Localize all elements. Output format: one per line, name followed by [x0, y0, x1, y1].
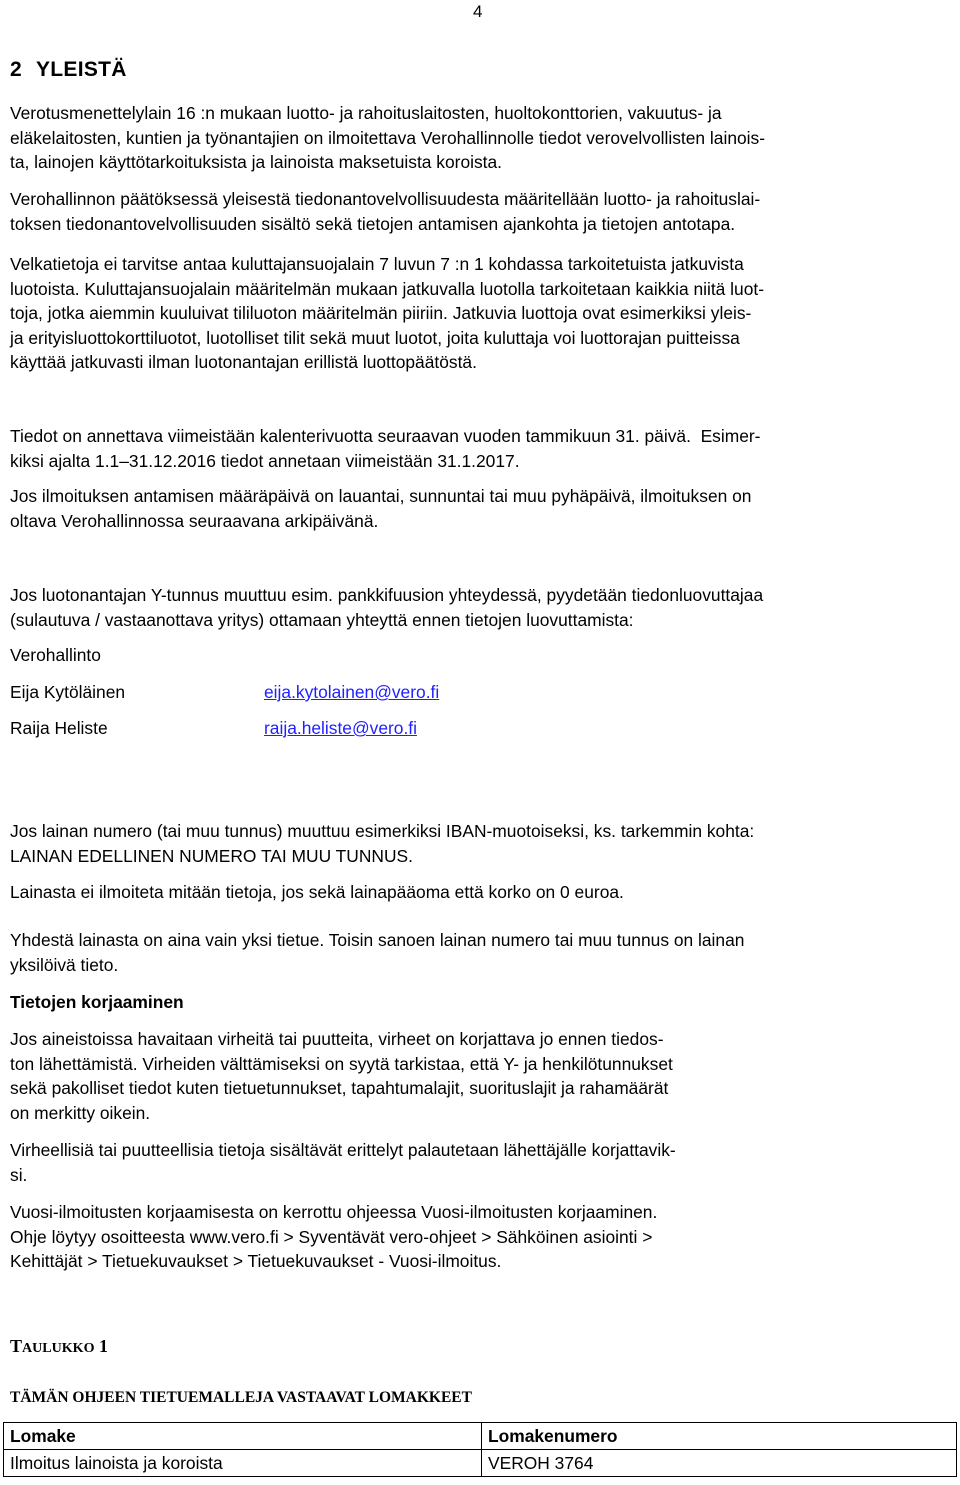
text-line: si. [10, 1164, 28, 1185]
contact-email-link[interactable]: raija.heliste@vero.fi [264, 718, 417, 738]
contact-organization: Verohallinto [10, 645, 101, 665]
text-line: Jos luotonantajan Y-tunnus muuttuu esim. pankkifuusion yhteydessä, pyydetään tiedonluovuttajaa [10, 585, 764, 605]
contact-name: Eija Kytöläinen [10, 682, 126, 702]
text-line: (sulautuva / vastaanottava yritys) ottamaan yhteyttä ennen tietojen luovuttamista: [10, 609, 634, 630]
text-line: toksen tiedonantovelvollisuuden sisältö sekä tietojen antamisen ajankohta ja tietojen antotapa. [10, 213, 736, 234]
paragraph-legal-basis [10, 101, 950, 175]
text-line: Velkatietoja ei tarvitse antaa kuluttajansuojalain 7 luvun 7 :n 1 kohdassa tarkoitetuista jatkuvista [10, 254, 744, 274]
table-caption [10, 1336, 108, 1357]
table-row [4, 1450, 957, 1477]
text-line: sekä pakolliset tiedot kuten tietuetunnukset, tapahtumalajit, suorituslajit ja rahamäärät [10, 1078, 669, 1098]
text-line: ja erityisluottokorttiluotot, luotolliset tilit sekä muut luotot, joita kuluttaja voi luottorajan puitteissa [10, 327, 740, 348]
text-line: Jos lainan numero (tai muu tunnus) muuttuu esimerkiksi IBAN-muotoiseksi, ks. tarkemmin kohta: [10, 821, 755, 841]
text-line: ta, lainojen käyttötarkoituksista ja lainoista maksetuista koroista. [10, 152, 503, 172]
text-line: toja, jotka aiemmin kuuluivat tililuoton määritelmän piiriin. Jatkuvia luottoja ovat esimerkiksi yleis- [10, 303, 752, 323]
paragraph-deadline [10, 424, 950, 473]
text-line: Verotusmenettelylain 16 :n mukaan luotto- ja rahoituslaitosten, huoltokonttorien, vakuutus- ja [10, 103, 722, 123]
text-line: oltava Verohallinnossa seuraavana arkipäivänä. [10, 510, 379, 531]
section-title: YLEISTÄ [35, 58, 127, 81]
page-number: 4 [473, 2, 483, 21]
paragraph-continuous-credit [10, 252, 950, 375]
text-line: Jos aineistoissa havaitaan virheitä tai puutteita, virheet on korjattava jo ennen tiedos- [10, 1029, 664, 1049]
text-line: Kehittäjät > Tietuekuvaukset > Tietuekuvaukset - Vuosi-ilmoitus. [10, 1251, 502, 1271]
text-line: Ohje löytyy osoitteesta www.vero.fi > Syventävät vero-ohjeet > Sähköinen asiointi > [10, 1226, 653, 1247]
caption-number: 1 [99, 1336, 109, 1356]
table-title: TÄMÄN OHJEEN TIETUEMALLEJA VASTAAVAT LOMAKKEET [10, 1389, 472, 1406]
text-line: Virheellisiä tai puutteellisia tietoja sisältävät erittelyt palautetaan lähettäjälle korjattavik- [10, 1140, 676, 1160]
text-line: ton lähettämistä. Virheiden välttämiseksi on syytä tarkistaa, että Y- ja henkilötunnukset [10, 1053, 673, 1074]
contact-email-link[interactable]: eija.kytolainen@vero.fi [264, 682, 440, 702]
paragraph-business-id-change [10, 583, 950, 632]
paragraph-returned-reports [10, 1138, 950, 1187]
forms-table [3, 1422, 957, 1477]
section-heading [10, 58, 127, 82]
contact-name: Raija Heliste [10, 718, 108, 738]
table-cell: VEROH 3764 [482, 1450, 957, 1477]
text-line: Yhdestä lainasta on aina vain yksi tietue. Toisin sanoen lainan numero tai muu tunnus on lainan [10, 930, 745, 950]
paragraph-holiday-rule [10, 484, 950, 533]
text-line: eläkelaitosten, kuntien ja työnantajien on ilmoitettava Verohallinnolle tiedot verovelvollisten lainois- [10, 127, 766, 148]
text-line: Vuosi-ilmoitusten korjaamisesta on kerrottu ohjeessa Vuosi-ilmoitusten korjaaminen. [10, 1202, 658, 1222]
caption-initial: T [10, 1336, 23, 1356]
text-line: on merkitty oikein. [10, 1102, 151, 1123]
table-cell: Ilmoitus lainoista ja koroista [4, 1450, 482, 1477]
text-line: Tiedot on annettava viimeistään kalenterivuotta seuraavan vuoden tammikuun 31. päivä. Esimer- [10, 426, 761, 446]
text-line: kiksi ajalta 1.1–31.12.2016 tiedot annetaan viimeistään 31.1.2017. [10, 450, 520, 471]
text-line: LAINAN EDELLINEN NUMERO TAI MUU TUNNUS. [10, 845, 413, 866]
paragraph-decision [10, 187, 950, 236]
table-header-cell: Lomakenumero [482, 1423, 957, 1450]
section-number: 2 [10, 58, 22, 81]
paragraph-loan-number-change [10, 819, 950, 868]
text-line: Verohallinnon päätöksessä yleisestä tiedonantovelvollisuudesta määritellään luotto- ja rahoituslai- [10, 189, 761, 209]
text-line: luotoista. Kuluttajansuojalain määritelmän mukaan jatkuvalla luotolla tarkoitetaan kaikkia niitä luot- [10, 278, 765, 299]
table-header-cell: Lomake [4, 1423, 482, 1450]
paragraph-annual-corrections [10, 1200, 950, 1274]
text-line: yksilöivä tieto. [10, 954, 119, 975]
paragraph-corrections [10, 1027, 950, 1125]
caption-rest: AULUKKO [22, 1340, 95, 1356]
text-line: Jos ilmoituksen antamisen määräpäivä on lauantai, sunnuntai tai muu pyhäpäivä, ilmoituksen on [10, 486, 752, 506]
paragraph-one-record [10, 928, 950, 977]
subheading-corrections: Tietojen korjaaminen [10, 992, 184, 1012]
paragraph-zero-loan: Lainasta ei ilmoiteta mitään tietoja, jos sekä lainapääoma että korko on 0 euroa. [10, 882, 624, 902]
table-header-row [4, 1423, 957, 1450]
text-line: käyttää jatkuvasti ilman luotonantajan erillistä luottopäätöstä. [10, 352, 477, 372]
